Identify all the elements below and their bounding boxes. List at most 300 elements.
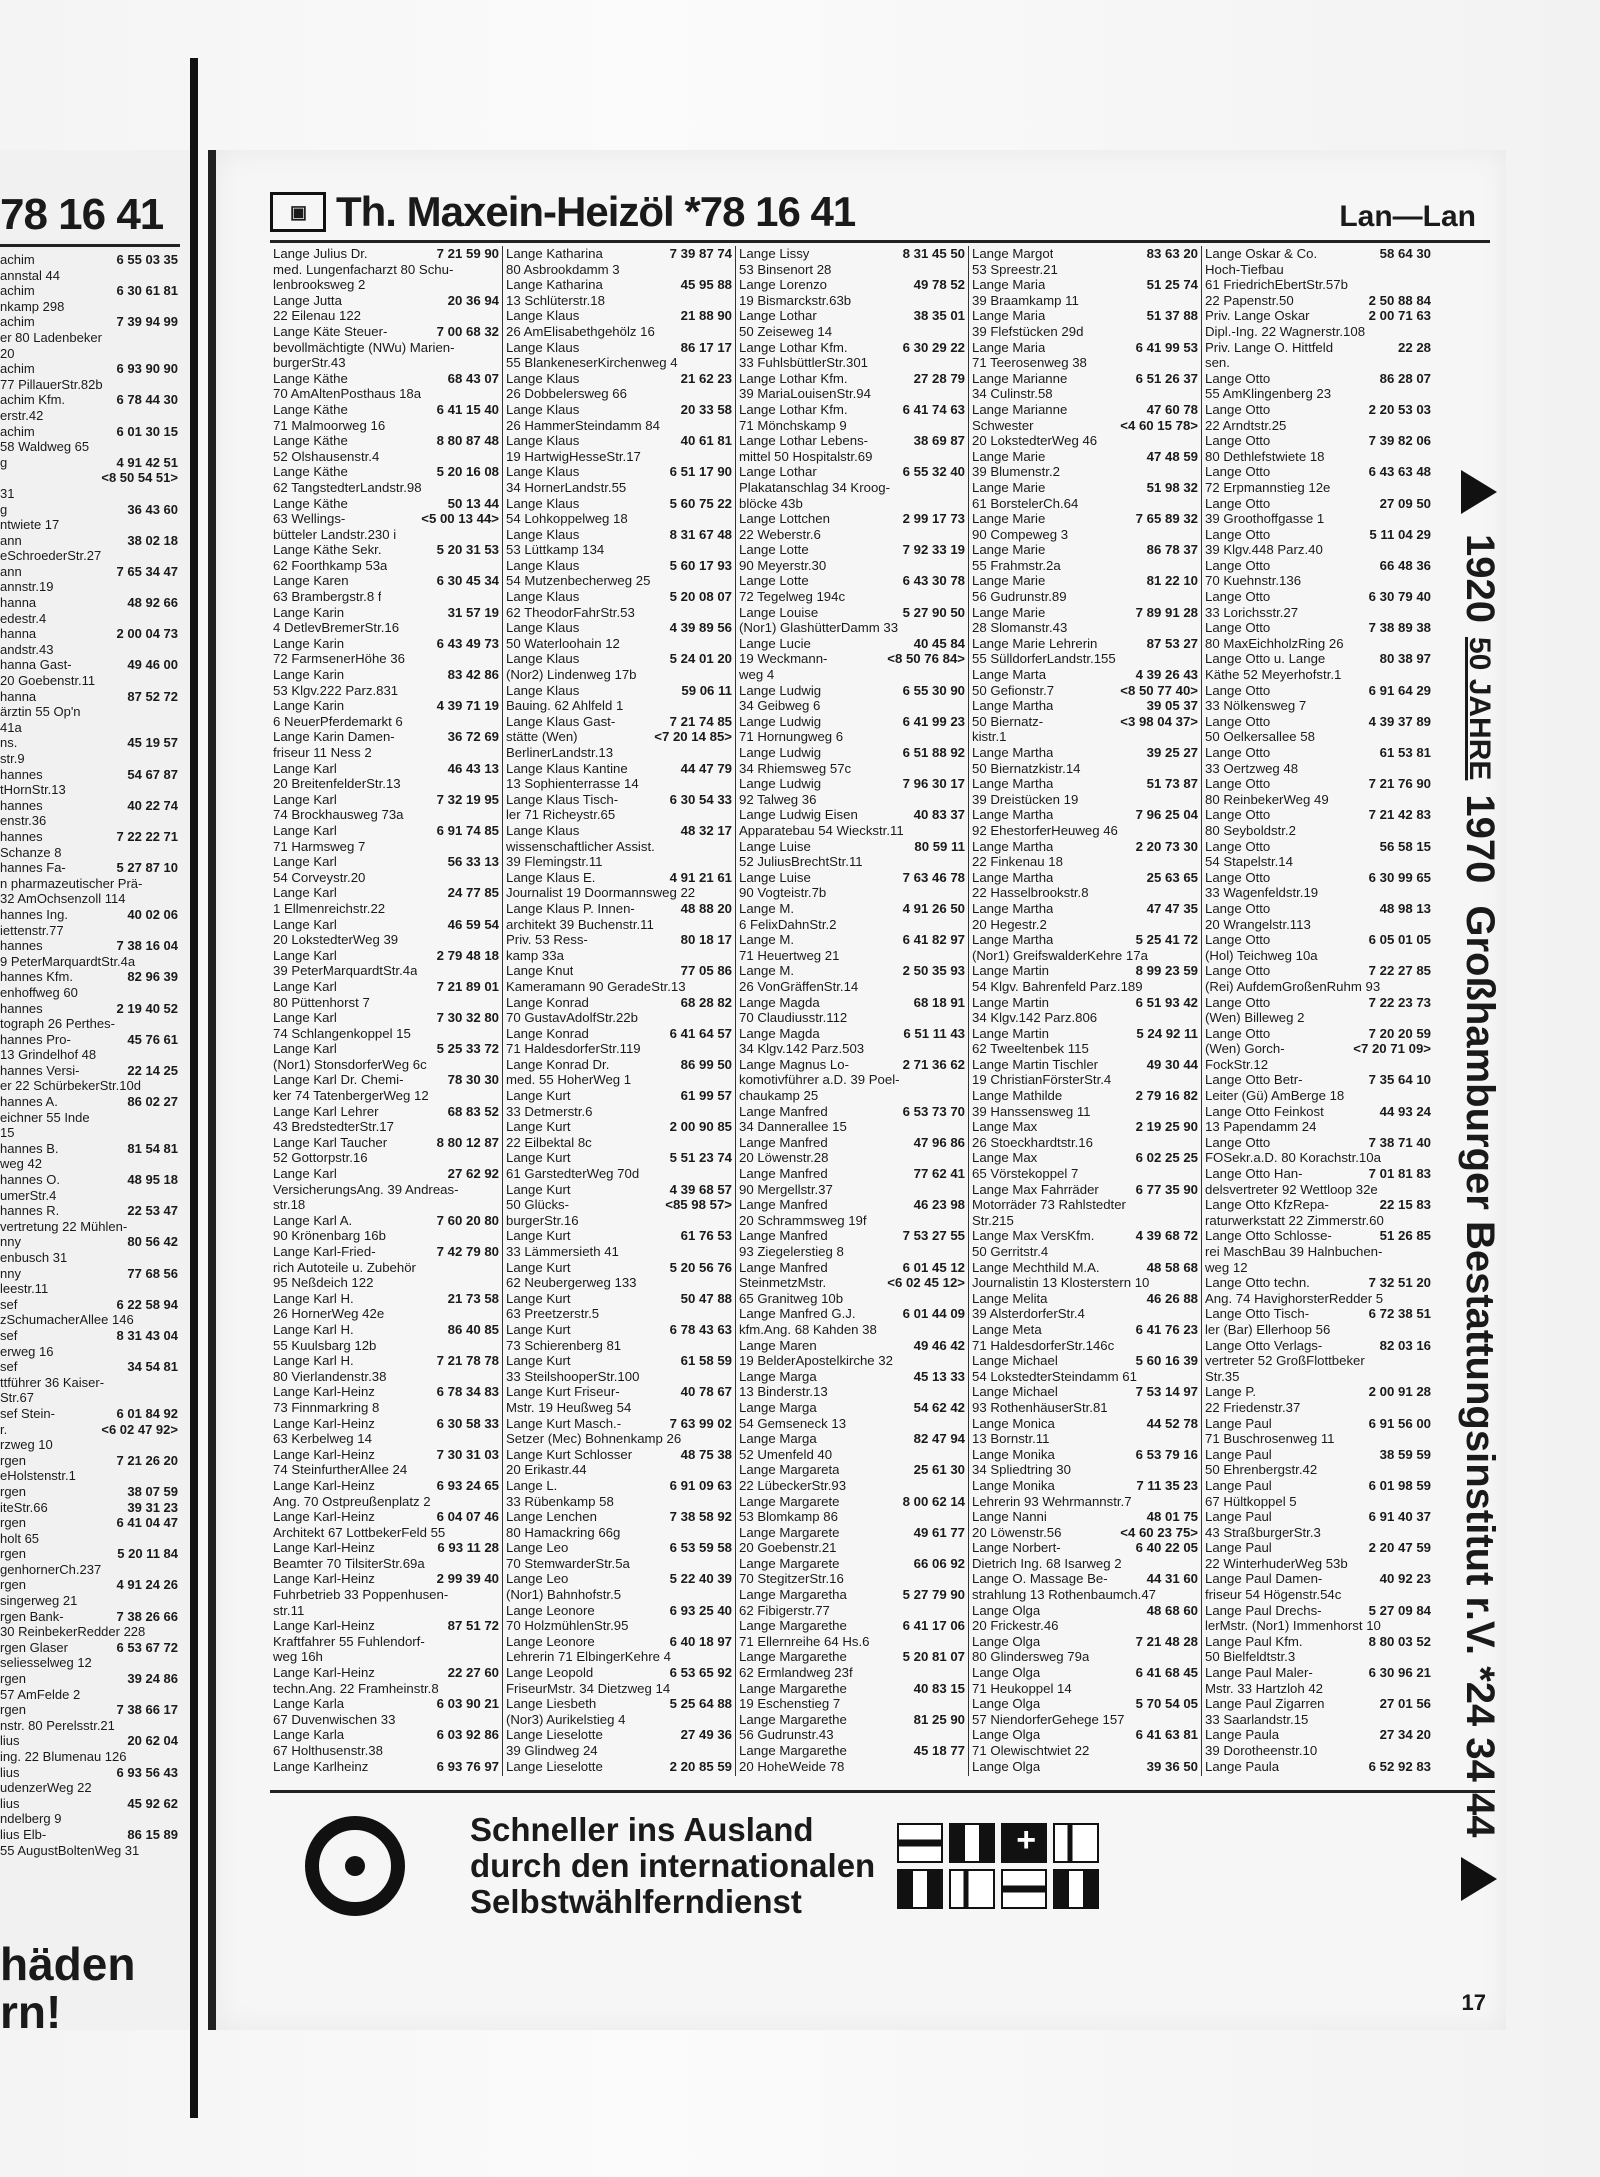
entry-name: Lange Otto Verlags-	[1205, 1337, 1323, 1353]
directory-entry	[506, 449, 732, 465]
directory-entry	[739, 1088, 965, 1104]
entry-name: (Hol) Teichweg 10a	[1205, 947, 1318, 963]
entry-phone-number: <7 20 14 85>	[654, 729, 732, 745]
entry-name: Lange Lucie	[739, 635, 811, 651]
entry-name: 33 Lämmersieth 41	[506, 1244, 619, 1259]
entry-name: Lange Meta	[972, 1321, 1042, 1337]
entry-name: Lange Paula	[1205, 1758, 1280, 1774]
directory-entry	[506, 324, 732, 340]
entry-phone-number: 81 25 90	[913, 1711, 965, 1727]
directory-entry	[1205, 1743, 1431, 1759]
entry-name: weg 42	[0, 1156, 42, 1172]
directory-entry	[739, 418, 965, 434]
entry-phone-number: 2 99 17 73	[902, 511, 965, 527]
entry-name: leestr.11	[0, 1281, 49, 1297]
entry-phone-number: 49 30 44	[1146, 1056, 1198, 1072]
entry-name: iettenstr.77	[0, 922, 64, 938]
directory-entry	[273, 1774, 499, 1776]
directory-entry	[1205, 932, 1431, 948]
entry-name: 33 SteilshooperStr.100	[506, 1368, 640, 1384]
entry-name: 52 JuliusBrechtStr.11	[739, 854, 863, 870]
entry-phone-number: 7 38 89 38	[1368, 620, 1431, 636]
directory-entry	[0, 1110, 178, 1126]
entry-phone-number: 80 18 17	[680, 932, 732, 948]
directory-entry	[0, 1250, 178, 1266]
directory-entry	[273, 917, 499, 933]
directory-entry	[0, 486, 178, 502]
entry-name: 61 FriedrichEbertStr.57b	[1205, 277, 1348, 293]
directory-entry	[972, 277, 1198, 293]
directory-entry	[273, 761, 499, 777]
entry-phone-number: 47 60 78	[1146, 401, 1198, 417]
entry-name: Lange Konrad Dr.	[506, 1056, 610, 1072]
directory-entry	[739, 963, 965, 979]
entry-phone-number: 7 30 31 03	[436, 1446, 499, 1462]
entry-name: (Rei) AufdemGroßenRuhm 93	[1205, 978, 1381, 994]
directory-entry	[972, 1618, 1198, 1634]
entry-phone-number: 45 76 61	[127, 1031, 178, 1047]
directory-entry	[972, 1244, 1198, 1260]
entry-name: 34 Klgv.142 Parz.806	[972, 1010, 1098, 1026]
entry-name: Lange Monica	[972, 1415, 1055, 1431]
directory-entry	[506, 1759, 732, 1775]
entry-phone-number: 5 24 01 20	[669, 651, 732, 667]
directory-entry	[739, 839, 965, 855]
entry-phone-number: 5 27 09 84	[1368, 1602, 1431, 1618]
directory-entry	[739, 948, 965, 964]
directory-entry	[506, 511, 732, 527]
directory-entry	[273, 1665, 499, 1681]
directory-entry	[506, 262, 732, 278]
entry-name: str.18	[273, 1197, 306, 1213]
directory-entry	[1205, 1759, 1431, 1775]
directory-entry	[506, 885, 732, 901]
entry-name: 62 TangstedterLandstr.98	[273, 479, 422, 495]
entry-name: 13 Bornstr.11	[972, 1431, 1050, 1447]
entry-phone-number: 31 57 19	[447, 604, 499, 620]
directory-entry	[0, 1063, 178, 1079]
entry-phone-number: 2 20 53 03	[1368, 401, 1431, 417]
directory-entry	[1205, 1197, 1431, 1213]
entry-name: 20 HoheWeide 78	[739, 1758, 845, 1774]
directory-entry	[972, 1353, 1198, 1369]
directory-entry	[506, 1306, 732, 1322]
entry-name: Priv. Lange Oskar	[1205, 308, 1310, 324]
directory-entry	[0, 377, 178, 393]
directory-entry	[273, 1041, 499, 1057]
entry-phone-number: <4 60 15 78>	[1120, 417, 1198, 433]
directory-entry	[1205, 511, 1431, 527]
directory-entry	[1205, 1291, 1431, 1307]
entry-phone-number: 38 59 59	[1379, 1446, 1431, 1462]
directory-entry	[0, 314, 178, 330]
directory-entry	[0, 954, 178, 970]
entry-phone-number: 61 99 57	[680, 1088, 732, 1104]
directory-entry	[0, 689, 178, 705]
directory-entry	[739, 1727, 965, 1743]
left-page-rule	[0, 244, 180, 247]
directory-entry	[506, 745, 732, 761]
directory-entry	[273, 527, 499, 543]
entry-phone-number: 39 31 23	[127, 1499, 178, 1515]
directory-entry	[506, 870, 732, 886]
directory-entry	[0, 1375, 178, 1391]
entry-phone-number: 48 75 38	[680, 1446, 732, 1462]
directory-entry	[972, 1400, 1198, 1416]
directory-entry	[0, 1468, 178, 1484]
entry-phone-number: 6 22 58 94	[116, 1296, 178, 1312]
entry-name: Lange Marie	[972, 479, 1046, 495]
directory-entry	[972, 542, 1198, 558]
entry-name: Lange Karl	[273, 760, 337, 776]
directory-entry	[0, 1562, 178, 1578]
directory-entry	[972, 1228, 1198, 1244]
entry-phone-number: 5 20 11 84	[117, 1546, 178, 1562]
directory-entry	[273, 823, 499, 839]
directory-entry	[273, 1478, 499, 1494]
directory-entry	[506, 651, 732, 667]
directory-entry	[0, 1437, 178, 1453]
entry-phone-number	[903, 1774, 965, 1776]
entry-name: Lange Klaus	[506, 589, 580, 605]
entry-name: lius Elb-	[0, 1826, 47, 1842]
entry-name: Lange Karl-Heinz	[273, 1665, 375, 1681]
directory-entry	[1205, 1104, 1431, 1120]
entry-name: Lange Karl-Heinz	[273, 1415, 375, 1431]
directory-entry	[506, 277, 732, 293]
entry-name: Setzer (Mec) Bohnenkamp 26	[506, 1431, 682, 1447]
entry-name: Dietrich Ing. 68 Isarweg 2	[972, 1555, 1122, 1571]
directory-entry	[506, 854, 732, 870]
directory-entry	[273, 776, 499, 792]
directory-entry	[506, 605, 732, 621]
directory-entry	[1205, 1322, 1431, 1338]
listing-column-2	[503, 246, 736, 1776]
directory-entry	[0, 813, 178, 829]
entry-name: 71 Malmoorweg 16	[273, 417, 386, 433]
directory-entry	[739, 1509, 965, 1525]
entry-name: bütteler Landstr.230 i	[273, 526, 397, 542]
entry-name: 73 Finnmarkring 8	[273, 1399, 380, 1415]
entry-name: Plakatanschlag 34 Kroog-	[739, 479, 891, 495]
listing-column-1	[270, 246, 503, 1776]
directory-entry	[739, 355, 965, 371]
directory-entry	[739, 277, 965, 293]
entry-name: 74 Brockhausweg 73a	[273, 807, 404, 823]
entry-name: 30 ReinbekerRedder 228	[0, 1624, 146, 1640]
entry-phone-number: 77 68 56	[127, 1265, 178, 1281]
directory-entry	[1205, 807, 1431, 823]
entry-name: 33 FuhlsbüttlerStr.301	[739, 355, 869, 371]
entry-phone-number: 2 19 40 52	[116, 1000, 178, 1016]
entry-name: hannes	[0, 766, 43, 782]
directory-entry	[972, 1743, 1198, 1759]
entry-phone-number: 40 22 74	[127, 797, 178, 813]
directory-entry	[506, 1244, 732, 1260]
entry-phone-number: 81 22 10	[1146, 573, 1198, 589]
entry-name: Lange Karl	[273, 822, 337, 838]
directory-entry	[739, 1213, 965, 1229]
directory-entry	[0, 1577, 178, 1593]
flag-icon	[897, 1823, 943, 1863]
directory-entry	[972, 1088, 1198, 1104]
entry-name: 54 Mutzenbecherweg 25	[506, 573, 651, 589]
entry-name: vertretung 22 Mühlen-	[0, 1218, 128, 1234]
entry-phone-number: 2 50 88 84	[1368, 292, 1431, 308]
directory-entry	[739, 449, 965, 465]
directory-entry	[273, 1681, 499, 1697]
directory-entry	[739, 1275, 965, 1291]
entry-phone-number: 2 19 25 90	[1135, 1119, 1198, 1135]
entry-name: Lange Otto Feinkost	[1205, 1103, 1324, 1119]
entry-name: Schanze 8	[0, 844, 62, 860]
directory-entry	[506, 1603, 732, 1619]
entry-name: 52 Umenfeld 40	[739, 1446, 833, 1462]
entry-phone-number: 27 01 56	[1379, 1696, 1431, 1712]
directory-entry	[0, 611, 178, 627]
entry-name: 22 Friedenstr.37	[1205, 1399, 1301, 1415]
entry-name: Lange Karl	[273, 1166, 337, 1182]
listing-column-5	[1202, 246, 1434, 1776]
entry-name: Priv. 53 Ress-	[506, 932, 588, 948]
entry-phone-number: 87 53 27	[1146, 635, 1198, 651]
entry-name: strahlung 13 Rothenbaumch.47	[972, 1587, 1157, 1603]
entry-phone-number: 4 91 24 26	[116, 1577, 178, 1593]
entry-name: 50 Zeiseweg 14	[739, 323, 833, 339]
directory-entry	[1205, 589, 1431, 605]
directory-entry	[972, 932, 1198, 948]
directory-entry	[1205, 1260, 1431, 1276]
directory-entry	[739, 1291, 965, 1307]
directory-entry	[0, 455, 178, 471]
directory-entry	[0, 782, 178, 798]
entry-phone-number: 7 39 87 74	[669, 246, 732, 261]
directory-entry	[273, 589, 499, 605]
entry-phone-number: 46 59 54	[447, 916, 499, 932]
entry-name: burgerStr.43	[273, 355, 346, 371]
directory-entry	[739, 1681, 965, 1697]
directory-entry	[0, 1624, 178, 1640]
entry-name: er 80 Ladenbeker	[0, 329, 102, 345]
entry-name: Lange Martha	[972, 698, 1054, 714]
entry-phone-number: 38 35 01	[913, 308, 965, 324]
entry-name: 74 SteinfurtherAllee 24	[273, 1462, 408, 1478]
directory-entry	[506, 402, 732, 418]
directory-entry	[972, 246, 1198, 262]
entry-name: Lange Margarethe	[739, 1743, 847, 1758]
directory-entry	[972, 1041, 1198, 1057]
entry-phone-number: 66 48 36	[1379, 557, 1431, 573]
entry-name: 9 PeterMarquardtStr.4a	[0, 953, 136, 969]
entry-name: 22 Hasselbrookstr.8	[972, 885, 1089, 901]
entry-name	[739, 1774, 847, 1776]
entry-phone-number: 68 18 91	[913, 994, 965, 1010]
directory-entry	[739, 511, 965, 527]
entry-phone-number: 2 71 36 62	[902, 1056, 965, 1072]
entry-phone-number: 61 58 59	[680, 1353, 732, 1369]
entry-name: Lange Otto Tisch-	[1205, 1306, 1310, 1322]
entry-name: Lange Käthe	[273, 401, 348, 417]
directory-entry	[739, 1478, 965, 1494]
entry-name: Lange Karl-Heinz	[273, 1618, 375, 1634]
directory-entry	[273, 480, 499, 496]
directory-entry	[0, 907, 178, 923]
entry-phone-number: 48 68 60	[1146, 1602, 1198, 1618]
directory-entry	[273, 1649, 499, 1665]
directory-entry	[1205, 1353, 1431, 1369]
directory-entry	[972, 1213, 1198, 1229]
entry-name: 80 MaxEichholzRing 26	[1205, 635, 1344, 651]
entry-phone-number: 4 91 42 51	[116, 454, 178, 470]
entry-name: Lange Manfred G.J.	[739, 1306, 856, 1322]
entry-name: Lange Lieselotte	[506, 1758, 603, 1774]
entry-phone-number: 86 78 37	[1146, 542, 1198, 558]
entry-name: 70 HolzmühlenStr.95	[506, 1618, 629, 1634]
directory-entry	[972, 1322, 1198, 1338]
entry-phone-number: 4 91 26 50	[902, 900, 965, 916]
entry-name: Lange Karla	[273, 1696, 345, 1712]
directory-entry	[1205, 1275, 1431, 1291]
entry-name: Lange Margareta	[739, 1462, 840, 1478]
entry-phone-number: 40 45 84	[913, 635, 965, 651]
entry-name: hannes	[0, 797, 43, 813]
directory-entry	[1205, 1727, 1431, 1743]
entry-name: Käthe 52 Meyerhofstr.1	[1205, 667, 1342, 683]
entry-name: Lange Leonore	[506, 1633, 595, 1649]
directory-entry	[1205, 854, 1431, 870]
entry-name: Architekt 67 LottbekerFeld 55	[273, 1524, 446, 1540]
entry-name: Lange Magnus Lo-	[739, 1056, 849, 1072]
directory-entry	[972, 761, 1198, 777]
directory-entry	[1205, 1182, 1431, 1198]
directory-entry	[0, 673, 178, 689]
entry-name: 93 Ziegelerstieg 8	[739, 1244, 844, 1259]
entry-name: Str.67	[0, 1390, 34, 1406]
entry-phone-number: 7 65 34 47	[116, 563, 178, 579]
entry-name: sen.	[1205, 355, 1230, 371]
entry-name: 72 FarmsenerHöhe 36	[273, 651, 405, 667]
flag-icon	[1001, 1869, 1047, 1909]
directory-entry	[739, 371, 965, 387]
entry-name: rgen	[0, 1702, 27, 1718]
entry-phone-number: 6 51 93 42	[1135, 994, 1198, 1010]
directory-entry	[1205, 1587, 1431, 1603]
directory-entry	[739, 1135, 965, 1151]
entry-phone-number: 44 52 78	[1146, 1415, 1198, 1431]
entry-name: Lange Marga	[739, 1399, 817, 1415]
directory-entry	[739, 1150, 965, 1166]
directory-entry	[273, 1228, 499, 1244]
entry-phone-number: 48 95 18	[127, 1172, 178, 1188]
directory-entry	[0, 704, 178, 720]
entry-name: Lange Leopold	[506, 1665, 594, 1681]
entry-phone-number: 22 28	[1397, 339, 1431, 355]
entry-name: edestr.4	[0, 610, 47, 626]
entry-name: Lange Lissy	[739, 246, 810, 261]
directory-entry	[273, 745, 499, 761]
entry-name: Lange Karin	[273, 667, 345, 683]
directory-entry	[506, 1571, 732, 1587]
entry-name: Lange Ludwig	[739, 682, 822, 698]
directory-entry	[1205, 963, 1431, 979]
directory-entry	[739, 1166, 965, 1182]
entry-name: Lange Julius Dr.	[273, 246, 368, 261]
entry-name: 55 BlankeneserKirchenweg 4	[506, 355, 678, 371]
directory-entry	[972, 1540, 1198, 1556]
entry-name: 26 AmElisabethgehölz 16	[506, 323, 655, 339]
entry-name: Lange Lothar Kfm.	[739, 370, 848, 386]
listing-column-3	[736, 246, 969, 1776]
entry-name: Lange Otto	[1205, 620, 1271, 636]
directory-entry	[972, 1571, 1198, 1587]
entry-name: Lange Karlheinz	[273, 1758, 369, 1774]
directory-entry	[506, 1338, 732, 1354]
directory-entry	[273, 901, 499, 917]
directory-entry	[273, 324, 499, 340]
directory-entry	[972, 917, 1198, 933]
entry-name: Lange Martha	[972, 869, 1054, 885]
entry-name: rgen	[0, 1515, 27, 1531]
entry-name: Lange Otto	[1205, 776, 1271, 792]
entry-name: Lange Otto u. Lange	[1205, 651, 1326, 667]
entry-phone-number: 5 27 90 50	[902, 604, 965, 620]
entry-name: Lange Klaus E.	[506, 869, 596, 885]
directory-entry	[739, 1759, 965, 1775]
entry-phone-number: 27 62 92	[447, 1166, 499, 1182]
entry-phone-number: 7 53 27 55	[902, 1228, 965, 1244]
entry-name: Lange Karl H.	[273, 1290, 354, 1306]
entry-name: Lange Karl	[273, 854, 337, 870]
entry-name: Lange Martha	[972, 745, 1054, 760]
entry-phone-number: 6 93 24 65	[436, 1477, 499, 1493]
entry-phone-number: 8 31 45 50	[902, 246, 965, 261]
directory-entry	[739, 293, 965, 309]
directory-entry	[739, 1712, 965, 1728]
directory-entry	[273, 729, 499, 745]
entry-name: Priv. Lange O. Hittfeld	[1205, 339, 1334, 355]
entry-name: Lange Otto	[1205, 932, 1271, 948]
directory-entry	[1205, 917, 1431, 933]
entry-phone-number: 44 47 79	[680, 760, 732, 776]
directory-entry	[0, 829, 178, 845]
directory-entry	[273, 402, 499, 418]
entry-phone-number: 5 20 31 53	[436, 542, 499, 558]
directory-entry	[0, 1655, 178, 1671]
entry-phone-number: 4 39 68 72	[1135, 1228, 1198, 1244]
entry-phone-number: 40 92 23	[1379, 1571, 1431, 1587]
entry-name: achim	[0, 252, 35, 267]
entry-phone-number: 46 23 98	[913, 1197, 965, 1213]
entry-name: (Nor1) Bahnhofstr.5	[506, 1587, 622, 1603]
entry-name: ann	[0, 532, 22, 548]
entry-name: Bauing. 62 Ahlfeld 1	[506, 698, 624, 714]
directory-entry	[739, 1556, 965, 1572]
directory-entry	[1205, 1041, 1431, 1057]
directory-entry	[739, 636, 965, 652]
entry-name: Lange Margarethe	[739, 1649, 847, 1665]
flag-icon	[1053, 1869, 1099, 1909]
directory-entry	[1205, 1712, 1431, 1728]
directory-entry	[1205, 1494, 1431, 1510]
entry-name	[1205, 1774, 1298, 1776]
entry-name: Journalist 19 Doormannsweg 22	[506, 885, 696, 901]
entry-name: 80 Hamackring 66g	[506, 1524, 621, 1540]
entry-phone-number: 4 39 37 89	[1368, 713, 1431, 729]
entry-name: hannes Pro-	[0, 1031, 71, 1047]
directory-entry	[273, 1587, 499, 1603]
directory-entry	[0, 1733, 178, 1749]
entry-name: Lange Karl	[273, 1041, 337, 1057]
